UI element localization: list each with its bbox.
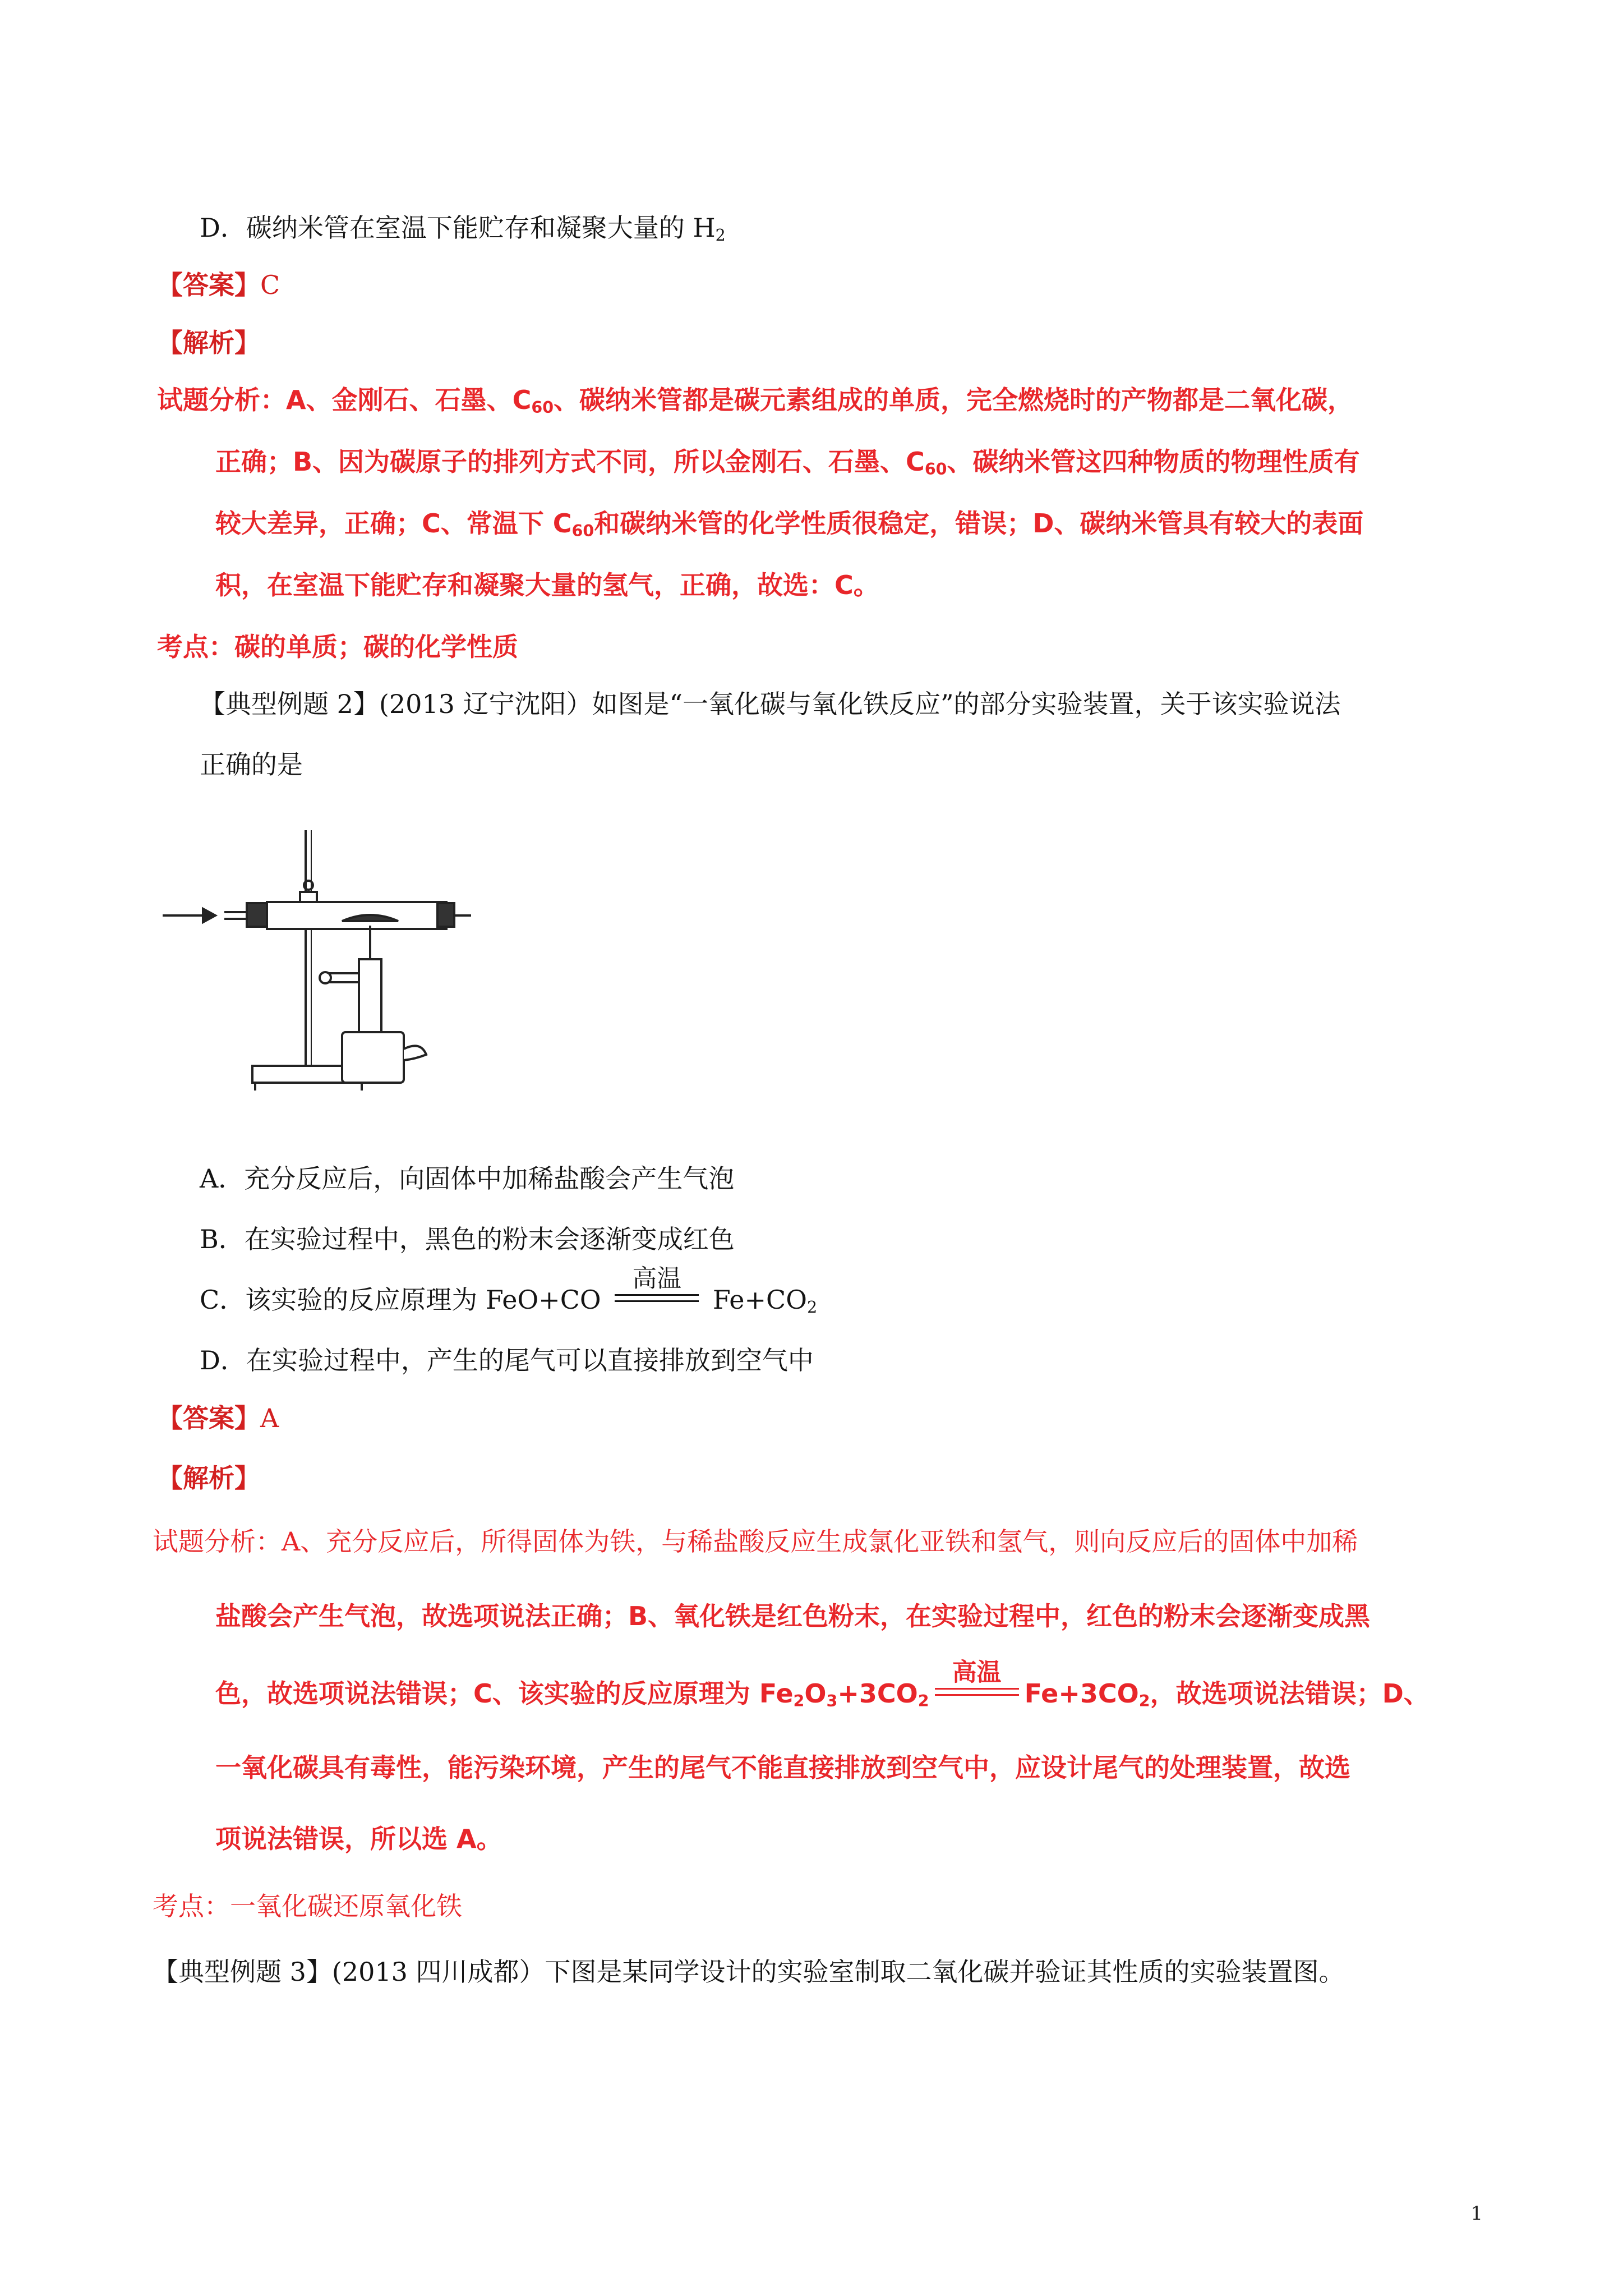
q2-analysis-line-2: 盐酸会产生气泡，故选项说法正确；B、氧化铁是红色粉末，在实验过程中，红色的粉末会逐渐变成黑 [215, 1601, 1371, 1631]
q1-kaodian: 考点：碳的单质；碳的化学性质 [157, 632, 518, 662]
analysis-reaction-arrow: 高温 [929, 1681, 1025, 1706]
co-fe2o3-apparatus-figure [157, 819, 510, 1094]
q1-answer: 【答案】C [157, 270, 280, 300]
q1-analysis-line-3: 较大差异，正确；C、常温下 $C_{60}$和碳纳米管的化学性质很稳定，错误；D、碳纳米管具有较大的表面 [215, 508, 1364, 541]
q1-option-d: D．碳纳米管在室温下能贮存和凝聚大量的 $H_2$ [200, 213, 726, 245]
q1-analysis-line-4: 积，在室温下能贮存和凝聚大量的氢气，正确，故选：C。 [215, 570, 879, 600]
q2-stem-line-1: 【典型例题 2】(2013 辽宁沈阳）如图是“一氧化碳与氧化铁反应”的部分实验装置，关于该实验说法 [200, 689, 1341, 719]
q2-analysis-line-5: 项说法错误，所以选 A。 [215, 1824, 502, 1854]
q2-answer: 【答案】A [157, 1403, 279, 1433]
q2-stem-line-2: 正确的是 [200, 749, 303, 780]
q2-kaodian: 考点：一氧化碳还原氧化铁 [153, 1891, 462, 1921]
apparatus-drawing [157, 819, 510, 1094]
q3-stem: 【典型例题 3】(2013 四川成都）下图是某同学设计的实验室制取二氧化碳并验证其性质的实验装置图。 [153, 1957, 1345, 1987]
q1-analysis-label: 【解析】 [157, 328, 260, 358]
q2-option-c: C．该实验的反应原理为 FeO+CO 高温 $Fe+CO_2$ [200, 1264, 818, 1317]
q1-analysis-line-2: 正确；B、因为碳原子的排列方式不同，所以金刚石、石墨、$C_{60}$、碳纳米管这四种物质的物理性质有 [215, 447, 1360, 479]
q2-analysis-line-4: 一氧化碳具有毒性，能污染环境，产生的尾气不能直接排放到空气中，应设计尾气的处理装置，故选 [215, 1752, 1350, 1783]
q1-analysis-line-1: 试题分析：A、金刚石、石墨、$C_{60}$、碳纳米管都是碳元素组成的单质，完全燃烧时的产物都是二氧化碳， [157, 385, 1354, 417]
q2-option-d: D．在实验过程中，产生的尾气可以直接排放到空气中 [200, 1345, 814, 1375]
q2-option-a: A．充分反应后，向固体中加稀盐酸会产生气泡 [200, 1163, 735, 1194]
page-number: 1 [1470, 2202, 1483, 2225]
reaction-condition-arrow: 高温 [609, 1287, 704, 1313]
q2-analysis-label: 【解析】 [157, 1463, 260, 1493]
q2-option-b: B．在实验过程中，黑色的粉末会逐渐变成红色 [200, 1224, 735, 1254]
q2-analysis-line-3: 色，故选项说法错误；C、该实验的反应原理为 $Fe_2O_3+3CO_2$ 高温 $Fe+3CO_2$，故选项说法错误；D、 [215, 1658, 1430, 1711]
q2-analysis-line-1: 试题分析：A、充分反应后，所得固体为铁，与稀盐酸反应生成氯化亚铁和氢气，则向反应后的固体中加稀 [153, 1526, 1358, 1557]
